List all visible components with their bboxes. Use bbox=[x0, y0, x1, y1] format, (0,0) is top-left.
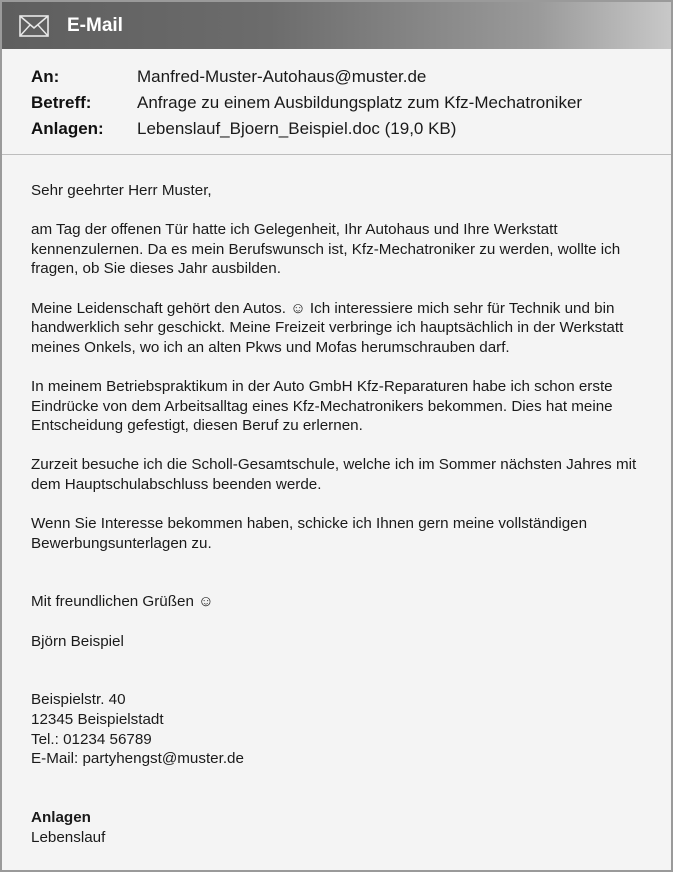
window-title: E-Mail bbox=[67, 14, 123, 36]
spacer bbox=[31, 769, 641, 789]
body-paragraph: In meinem Betriebspraktikum in der Auto GmbH Kfz-Reparaturen habe ich schon erste Eindrücke von dem Arbeitsalltag eines Kfz-Mechatronikers bekommen. Dies hat meine Entscheidung gefestigt, diesen Beruf zu erlernen. bbox=[31, 377, 613, 435]
subject-row bbox=[31, 90, 671, 116]
spacer bbox=[31, 788, 641, 808]
envelope-icon bbox=[19, 15, 49, 37]
address-city: 12345 Beispielstadt bbox=[31, 711, 164, 729]
greeting: Sehr geehrter Herr Muster, bbox=[31, 182, 212, 199]
attachments-item: Lebenslauf bbox=[31, 828, 106, 846]
address-phone: Tel.: 01234 56789 bbox=[31, 730, 152, 748]
body-paragraph: Meine Leidenschaft gehört den Autos. ☺ Ich interessiere mich sehr für Technik und bin handwerklich sehr geschickt. Meine Freizeit verbringe ich hauptsächlich in der Werkstatt meines Onkels, wo ich an alten Pkws und Mofas herumschrauben darf. bbox=[31, 299, 624, 356]
body-paragraph: Zurzeit besuche ich die Scholl-Gesamtschule, welche ich im Sommer nächsten Jahres mit dem Hauptschulabschluss beenden werde. bbox=[31, 456, 637, 493]
subject-label: Betreff: bbox=[31, 93, 92, 112]
sender-name: Björn Beispiel bbox=[31, 632, 124, 650]
spacer bbox=[31, 573, 641, 593]
attachments-label: Anlagen: bbox=[31, 119, 104, 138]
to-label: An: bbox=[31, 67, 60, 86]
email-body[interactable] bbox=[2, 155, 671, 847]
address-street: Beispielstr. 40 bbox=[31, 691, 126, 709]
to-row bbox=[31, 64, 671, 90]
to-field[interactable]: Manfred-Muster-Autohaus@muster.de bbox=[137, 67, 427, 86]
attachments-heading: Anlagen bbox=[31, 809, 91, 826]
closing: Mit freundlichen Grüßen ☺ bbox=[31, 593, 214, 611]
title-bar bbox=[2, 2, 671, 49]
attachment-file[interactable]: Lebenslauf_Bjoern_Beispiel.doc (19,0 KB) bbox=[137, 119, 457, 138]
spacer bbox=[31, 671, 641, 691]
attachments-row bbox=[31, 116, 671, 142]
body-paragraph: am Tag der offenen Tür hatte ich Gelegenheit, Ihr Autohaus und Ihre Werkstatt kennenzulernen. Da es mein Berufswunsch ist, Kfz-Mechatroniker zu werden, wollte ich fragen, ob Sie dieses Jahr ausbilden. bbox=[31, 221, 621, 278]
subject-field[interactable]: Anfrage zu einem Ausbildungsplatz zum Kfz-Mechatroniker bbox=[137, 93, 583, 112]
address-email: E-Mail: partyhengst@muster.de bbox=[31, 750, 244, 768]
body-paragraph: Wenn Sie Interesse bekommen haben, schicke ich Ihnen gern meine vollständigen Bewerbungsunterlagen zu. bbox=[31, 515, 588, 552]
email-header bbox=[2, 49, 671, 155]
